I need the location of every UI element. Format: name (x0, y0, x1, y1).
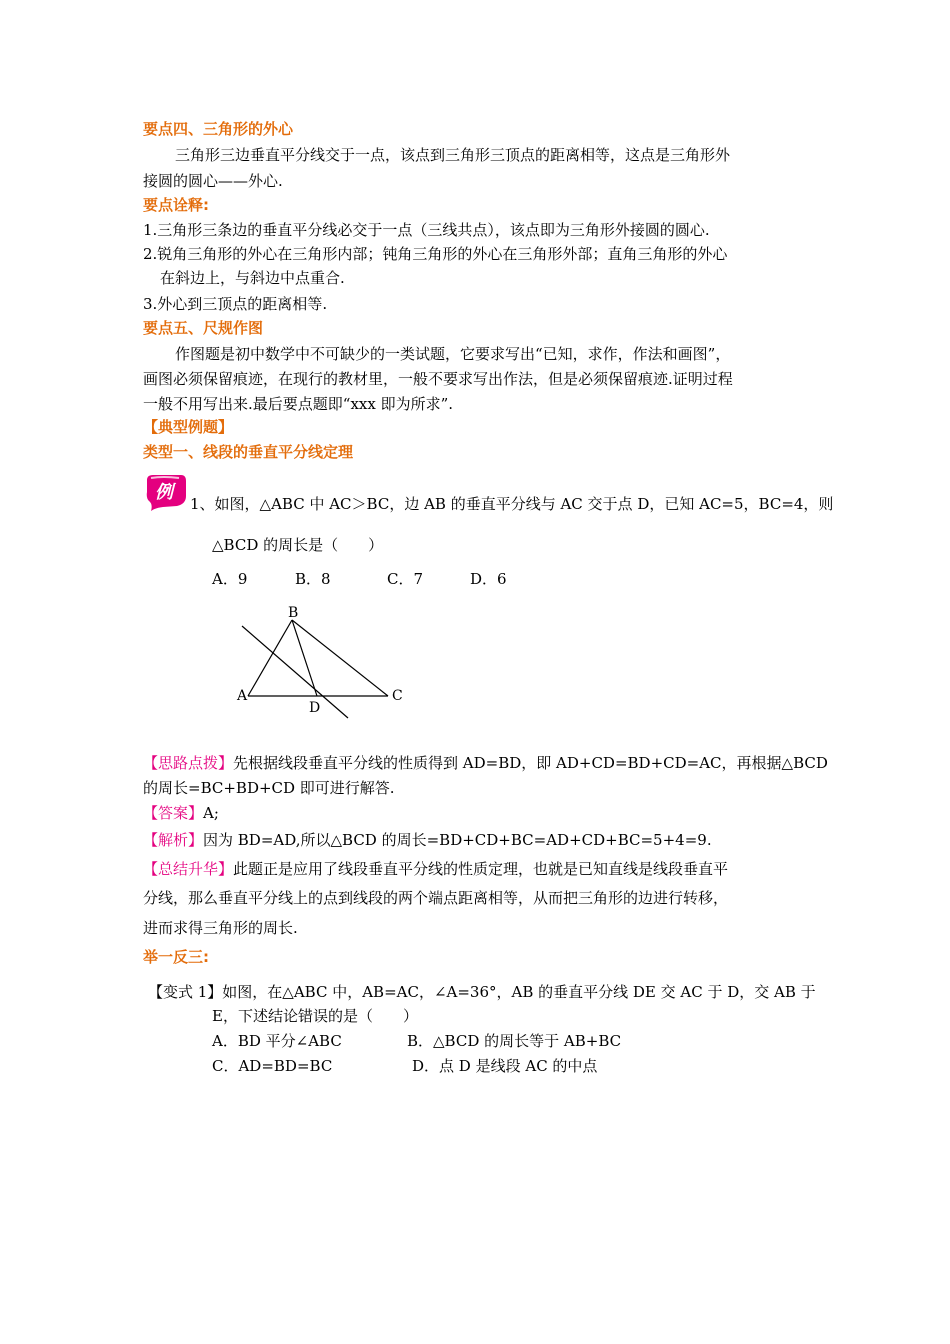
label-a: A (237, 688, 248, 704)
practice-heading: 举一反三: (143, 948, 209, 966)
question1-line2: △BCD 的周长是（ ） (212, 536, 384, 554)
summary-line3: 进而求得三角形的周长. (143, 919, 298, 937)
section5-paragraph-line1: 作图题是初中数学中不可缺少的一类试题，它要求写出“已知，求作，作法和画图”， (175, 345, 731, 363)
section5-paragraph-line3: 一般不用写出来.最后要点题即“xxx 即为所求”. (143, 395, 454, 413)
answer-text: A; (203, 804, 219, 822)
q1-option-b: B．8 (295, 570, 331, 588)
section4-paragraph-line1: 三角形三边垂直平分线交于一点，该点到三角形三顶点的距离相等，这点是三角形外 (175, 146, 731, 164)
summary-text: 此题正是应用了线段垂直平分线的性质定理，也就是已知直线是线段垂直平 (233, 860, 729, 878)
hint-line1 (143, 753, 828, 773)
examples-heading: 【典型例题】 (143, 418, 234, 436)
variant1-line1: 【变式 1】如图，在△ABC 中，AB=AC，∠A=36°，AB 的垂直平分线 DE 交 AC 于 D，交 AB 于 (148, 983, 816, 1001)
hint-text: 先根据线段垂直平分线的性质得到 AD=BD，即 AD+CD=BD+CD=AC，再根据△BCD (233, 754, 828, 772)
hint-line2: 的周长=BC+BD+CD 即可进行解答. (143, 779, 395, 797)
section4-paragraph-line2: 接圆的圆心——外心. (143, 172, 283, 190)
solution-line (143, 830, 712, 850)
segment-bc (292, 620, 388, 696)
q1-option-c: C．7 (387, 570, 424, 588)
solution-tag: 【解析】 (143, 831, 204, 849)
q1-option-d: D．6 (470, 570, 507, 588)
label-d: D (309, 700, 321, 716)
notes-item2-line1: 2.锐角三角形的外心在三角形内部；钝角三角形的外心在三角形外部；直角三角形的外心 (143, 245, 728, 263)
hint-tag: 【思路点拨】 (143, 754, 234, 772)
segment-ab (248, 620, 292, 696)
section4-heading: 要点四、三角形的外心 (143, 120, 294, 138)
triangle-figure (228, 600, 418, 725)
label-c: C (392, 688, 403, 704)
segment-bd (292, 620, 317, 696)
summary-line2: 分线，那么垂直平分线上的点到线段的两个端点距离相等，从而把三角形的边进行转移， (143, 889, 729, 907)
variant1-option-b: B．△BCD 的周长等于 AB+BC (407, 1032, 622, 1050)
notes-item1: 1.三角形三条边的垂直平分线必交于一点（三线共点），该点即为三角形外接圆的圆心. (143, 221, 710, 239)
variant1-line2: E，下述结论错误的是（ ） (212, 1007, 418, 1025)
notes-item3: 3.外心到三顶点的距离相等. (143, 295, 328, 313)
variant1-option-d: D．点 D 是线段 AC 的中点 (412, 1057, 598, 1075)
summary-tag: 【总结升华】 (143, 860, 234, 878)
perpendicular-bisector-line (242, 626, 348, 718)
notes-heading: 要点诠释: (143, 196, 209, 214)
solution-text: 因为 BD=AD,所以△BCD 的周长=BD+CD+BC=AD+CD+BC=5+4=9. (203, 831, 712, 849)
answer-tag: 【答案】 (143, 804, 204, 822)
variant1-option-a: A．BD 平分∠ABC (212, 1032, 342, 1050)
answer-line (143, 803, 219, 823)
label-b: B (288, 605, 299, 621)
q1-option-a: A．9 (212, 570, 248, 588)
notes-item2-line2: 在斜边上，与斜边中点重合. (160, 269, 345, 287)
summary-line1 (143, 859, 728, 879)
question1-line1: 1、如图，△ABC 中 AC＞BC，边 AB 的垂直平分线与 AC 交于点 D，已知 AC=5，BC=4，则 (190, 495, 834, 513)
type1-heading: 类型一、线段的垂直平分线定理 (143, 443, 354, 461)
example-badge-text: 例 (155, 482, 173, 503)
variant1-option-c: C．AD=BD=BC (212, 1057, 333, 1075)
section5-paragraph-line2: 画图必须保留痕迹，在现行的教材里，一般不要求写出作法，但是必须保留痕迹.证明过程 (143, 370, 733, 388)
example-badge-icon (143, 474, 187, 512)
section5-heading: 要点五、尺规作图 (143, 319, 264, 337)
